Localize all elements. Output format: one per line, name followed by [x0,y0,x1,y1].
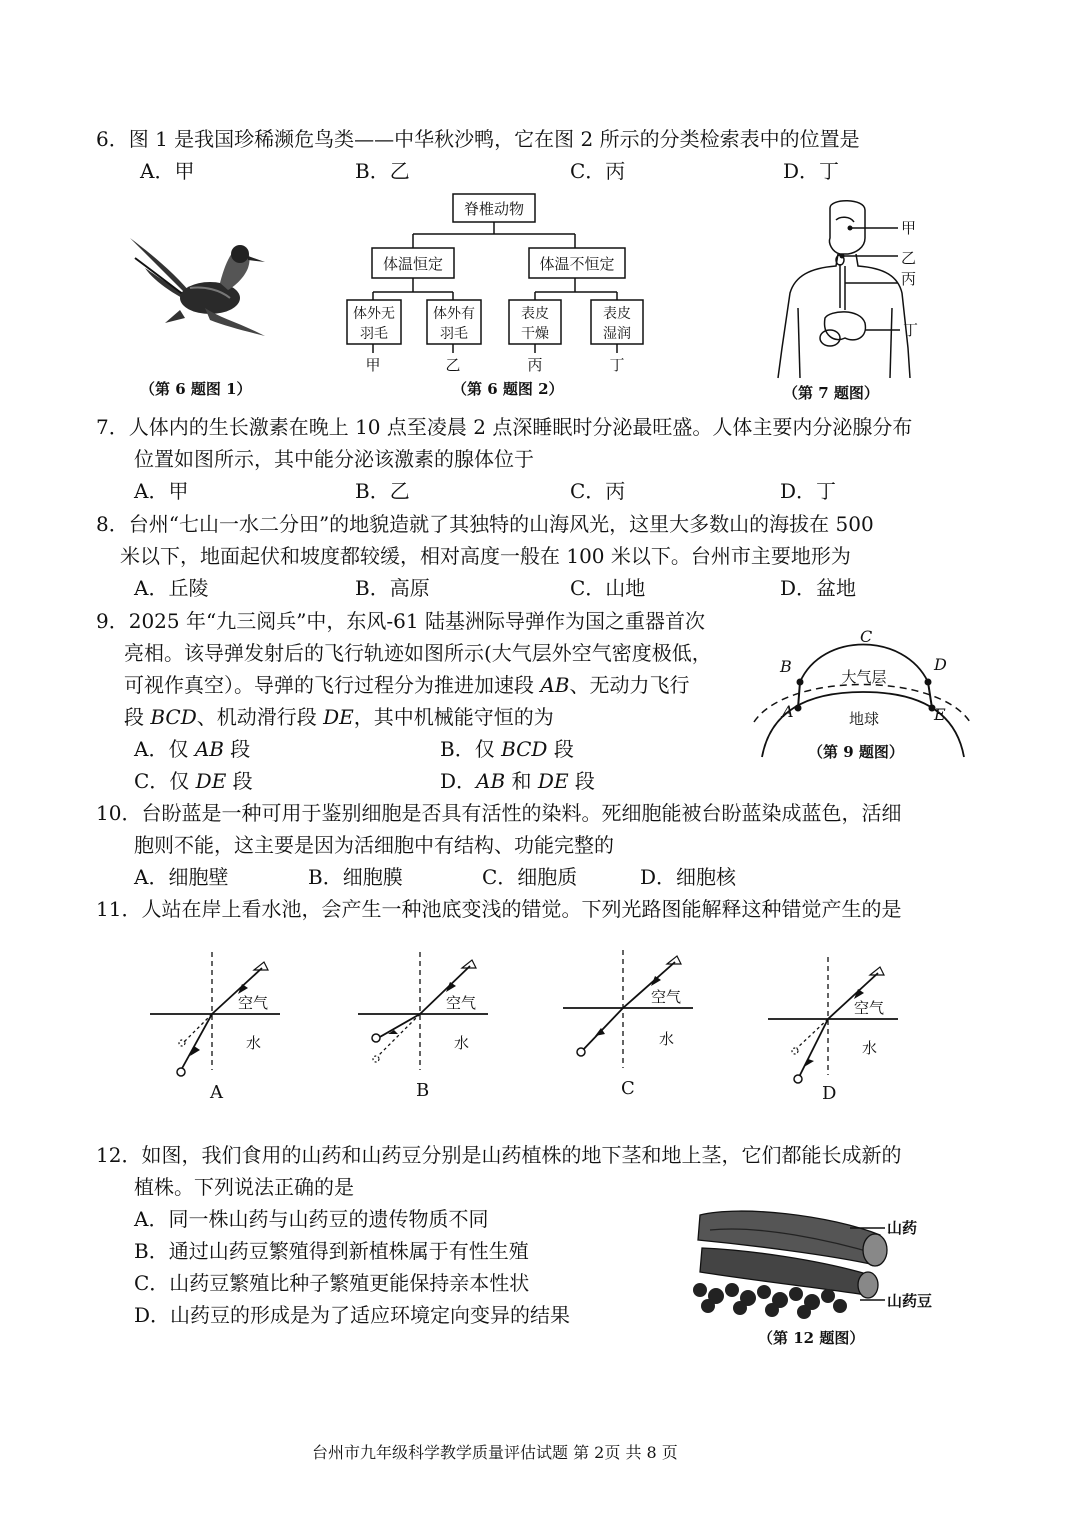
q6-option-b[interactable]: B．乙 [355,159,410,183]
key-no-feathers-2: 羽毛 [360,326,388,342]
light-path-diagram-b[interactable] [358,950,508,1105]
q6-figure2-caption: （第 6 题图 2） [452,380,564,398]
q7-stem-line2: 位置如图所示，其中能分泌该激素的腺体位于 [134,447,534,471]
q7-figure-caption: （第 7 题图） [783,384,879,402]
key-leaf-bing: 丙 [527,356,543,374]
trajectory-point-d: D [934,655,947,674]
earth-label: 地球 [848,710,880,728]
key-moist-skin-2: 湿润 [603,326,631,342]
q7-label-ding: 丁 [903,321,919,339]
q9-option-a[interactable]: A．仅 AB 段 [134,737,251,761]
q9-figure-caption: （第 9 题图） [808,743,904,761]
q12-option-d[interactable]: D．山药豆的形成是为了适应环境定向变异的结果 [134,1303,571,1327]
key-feathers-2: 羽毛 [440,326,468,342]
key-dry-skin-2: 干燥 [521,326,549,342]
key-feathers-1: 体外有 [433,306,475,322]
q9-stem-line4: 段 BCD、机动滑行段 DE，其中机械能守恒的为 [124,705,554,729]
q10-option-b[interactable]: B．细胞膜 [308,865,403,889]
q10-option-a[interactable]: A．细胞壁 [134,865,229,889]
light-path-diagram-a[interactable] [150,950,300,1105]
trajectory-point-b: B [780,657,792,676]
q8-stem-line1: 8．台州“七山一水二分田”的地貌造就了其独特的山海风光，这里大多数山的海拔在 500 [96,512,874,536]
merganser-duck-illustration [120,228,280,343]
q10-option-d[interactable]: D．细胞核 [640,865,737,889]
air-label-c: 空气 [651,988,682,1006]
q7-option-b[interactable]: B．乙 [355,479,410,503]
classification-key-diagram [335,188,675,378]
diagram-label-c: C [621,1078,635,1099]
q9-stem-line1: 9．2025 年“九三阅兵”中，东风-61 陆基洲际导弹作为国之重器首次 [96,609,705,633]
q12-option-a[interactable]: A．同一株山药与山药豆的遗传物质不同 [134,1207,489,1231]
q12-figure-caption: （第 12 题图） [758,1329,865,1347]
atmosphere-label: 大气层 [841,668,887,686]
key-moist-skin-1: 表皮 [603,306,631,322]
air-label-a: 空气 [238,994,269,1012]
light-path-diagram-d[interactable] [768,955,918,1110]
q7-option-d[interactable]: D．丁 [780,479,837,503]
q8-option-d[interactable]: D．盆地 [780,576,857,600]
page-footer: 台州市九年级科学教学质量评估试题 第 2页 共 8 页 [312,1443,678,1462]
trajectory-point-c: C [860,627,873,646]
q12-stem-line1: 12．如图，我们食用的山药和山药豆分别是山药植株的地下茎和地上茎，它们都能长成新的 [96,1143,902,1167]
air-label-d: 空气 [854,999,885,1017]
q7-label-bing: 丙 [901,270,917,288]
key-root: 脊椎动物 [463,200,525,218]
q9-option-d[interactable]: D．AB 和 DE 段 [440,769,595,793]
light-path-diagram-c[interactable] [563,948,713,1103]
q10-option-c[interactable]: C．细胞质 [482,865,578,889]
q12-option-c[interactable]: C．山药豆繁殖比种子繁殖更能保持亲本性状 [134,1271,530,1295]
q6-option-a[interactable]: A．甲 [140,159,195,183]
key-leaf-ding: 丁 [609,356,625,374]
q9-stem-line3: 可视作真空）。导弹的飞行过程分为推进加速段 AB、无动力飞行 [124,673,690,697]
air-label-b: 空气 [446,994,477,1012]
yam-and-bulbils-illustration [680,1200,948,1320]
diagram-label-d: D [822,1083,837,1104]
q10-stem-line1: 10．台盼蓝是一种可用于鉴别细胞是否具有活性的染料。死细胞能被台盼蓝染成蓝色，活细 [96,801,902,825]
q8-option-c[interactable]: C．山地 [570,576,646,600]
q12-stem-line2: 植株。下列说法正确的是 [134,1175,354,1199]
q9-stem-line2: 亮相。该导弹发射后的飞行轨迹如图所示(大气层外空气密度极低， [124,641,712,665]
key-leaf-jia: 甲 [365,356,381,374]
q7-label-jia: 甲 [901,219,917,237]
key-warm-blooded: 体温恒定 [382,255,444,273]
q7-option-a[interactable]: A．甲 [134,479,189,503]
q8-stem-line2: 米以下，地面起伏和坡度都较缓，相对高度一般在 100 米以下。台州市主要地形为 [120,544,851,568]
diagram-label-a: A [210,1082,223,1103]
water-label-d: 水 [862,1039,878,1057]
q6-option-c[interactable]: C．丙 [570,159,626,183]
q7-label-yi: 乙 [901,249,917,267]
q8-option-a[interactable]: A．丘陵 [134,576,209,600]
q8-option-b[interactable]: B．高原 [355,576,430,600]
trajectory-point-e: E [934,705,946,724]
q11-stem: 11．人站在岸上看水池，会产生一种池底变浅的错觉。下列光路图能解释这种错觉产生的是 [96,897,902,921]
key-cold-blooded: 体温不恒定 [539,255,615,273]
q6-option-d[interactable]: D．丁 [783,159,840,183]
key-leaf-yi: 乙 [445,356,461,374]
q9-option-b[interactable]: B．仅 BCD 段 [440,737,574,761]
q9-option-c[interactable]: C．仅 DE 段 [134,769,253,793]
bulbil-label: 山药豆 [887,1292,933,1310]
q7-stem-line1: 7．人体内的生长激素在晚上 10 点至凌晨 2 点深睡眠时分泌最旺盛。人体主要内分泌腺分布 [96,415,913,439]
q7-option-c[interactable]: C．丙 [570,479,626,503]
yam-label: 山药 [887,1219,918,1237]
q12-option-b[interactable]: B．通过山药豆繁殖得到新植株属于有性生殖 [134,1239,529,1263]
diagram-label-b: B [416,1080,430,1101]
water-label-a: 水 [246,1034,262,1052]
water-label-c: 水 [659,1030,675,1048]
q10-stem-line2: 胞则不能，这主要是因为活细胞中有结构、功能完整的 [134,833,614,857]
human-endocrine-diagram [770,198,920,380]
key-no-feathers-1: 体外无 [353,306,395,322]
key-dry-skin-1: 表皮 [521,306,549,322]
q6-figure1-caption: （第 6 题图 1） [140,380,252,398]
water-label-b: 水 [454,1034,470,1052]
trajectory-point-a: A [782,702,794,721]
q6-stem: 6．图 1 是我国珍稀濒危鸟类——中华秋沙鸭，它在图 2 所示的分类检索表中的位置是 [96,127,860,151]
